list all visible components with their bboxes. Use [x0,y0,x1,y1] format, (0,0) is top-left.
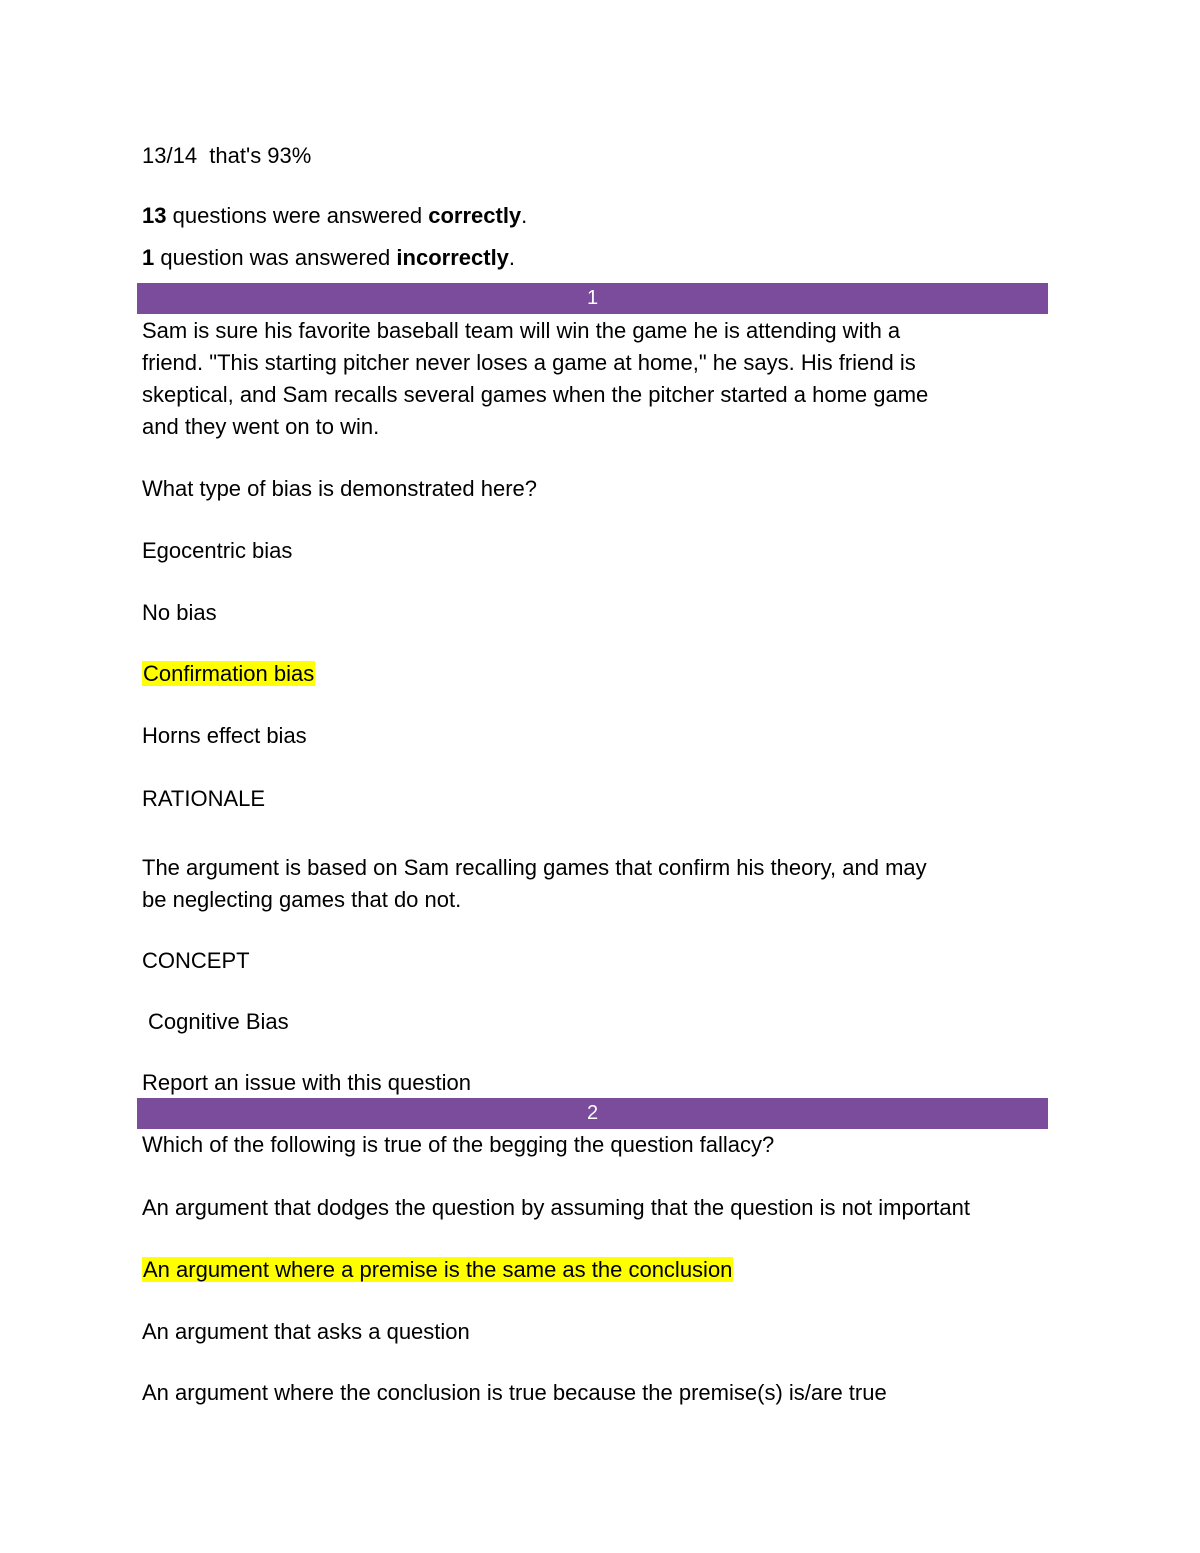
q1-option-2[interactable]: No bias [142,600,217,625]
q1-option-1[interactable]: Egocentric bias [142,538,293,563]
prompt-line: and they went on to win. [142,414,380,439]
prompt-line: friend. "This starting pitcher never loses a game at home," he says. His friend is [142,350,916,375]
score-percent: that's 93% [209,143,312,168]
q2-option-2-selected[interactable] [142,1258,733,1282]
incorrect-summary: 1 question was answered incorrectly. [142,245,516,270]
incorrect-word: incorrectly [396,245,509,270]
question-1-header: 1 [137,283,1048,314]
report-issue-link[interactable]: Report an issue with this question [142,1070,471,1095]
incorrect-count: 1 [142,245,155,270]
incorrect-text: question was answered [160,245,391,270]
prompt-line: skeptical, and Sam recalls several games when the pitcher started a home game [142,382,929,407]
question-2-header: 2 [137,1098,1048,1129]
q2-option-4[interactable]: An argument where the conclusion is true because the premise(s) is/are true [142,1380,887,1405]
correct-word: correctly [428,203,522,228]
q1-option-3-selected[interactable] [142,662,315,686]
question-2-text: Which of the following is true of the begging the question fallacy? [142,1132,775,1157]
q1-option-4[interactable]: Horns effect bias [142,723,307,748]
concept-label: CONCEPT [142,948,250,973]
question-1-prompt [142,315,1042,443]
prompt-line: Sam is sure his favorite baseball team will win the game he is attending with a [142,318,901,343]
rationale-label: RATIONALE [142,786,266,811]
concept-value: Cognitive Bias [148,1009,289,1034]
score-line [142,144,311,168]
question-1-text: What type of bias is demonstrated here? [142,476,537,501]
score-fraction: 13/14 [142,143,198,168]
correct-count: 13 [142,203,167,228]
correct-text: questions were answered [172,203,423,228]
rationale-line: be neglecting games that do not. [142,887,462,912]
q2-option-3[interactable]: An argument that asks a question [142,1319,470,1344]
q2-option-1[interactable]: An argument that dodges the question by assuming that the question is not important [142,1195,970,1220]
correct-summary: 13 questions were answered correctly. [142,203,528,228]
selected-answer-highlight: An argument where a premise is the same as the conclusion [143,1257,733,1282]
rationale-line: The argument is based on Sam recalling games that confirm his theory, and may [142,855,927,880]
rationale-text [142,852,1042,916]
selected-answer-highlight: Confirmation bias [143,661,315,686]
